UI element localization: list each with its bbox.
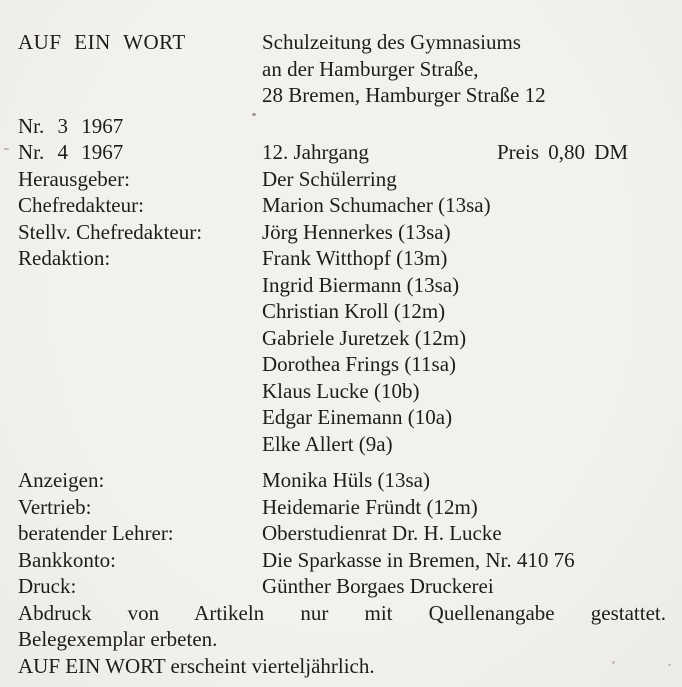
staff-name: Heidemarie Fründt (12m) xyxy=(262,494,478,519)
staff-row xyxy=(18,192,668,219)
staff-row xyxy=(18,467,668,494)
staff-name: Marion Schumacher (13sa) xyxy=(262,193,491,217)
scan-speck xyxy=(4,148,9,150)
volume-label: 12. Jahrgang xyxy=(262,140,369,164)
publication-line: an der Hamburger Straße, xyxy=(262,56,479,81)
redaktion-member: Ingrid Biermann (13sa) xyxy=(262,272,460,297)
publication-info xyxy=(262,29,668,109)
staff-role: Bankkonto: xyxy=(18,547,116,572)
specimen-copy-notice: Belegexemplar erbeten. xyxy=(18,627,218,651)
staff-name: Oberstudienrat Dr. H. Lucke xyxy=(262,521,502,545)
staff-name: Der Schülerring xyxy=(262,166,397,191)
staff-row xyxy=(18,166,668,193)
redaktion-member: Christian Kroll (12m) xyxy=(262,299,446,323)
issue-number-3: Nr. 3 1967 xyxy=(18,113,124,138)
redaktion-row xyxy=(18,245,668,457)
price-label: Preis 0,80 DM xyxy=(497,140,629,164)
staff-row xyxy=(18,573,668,600)
staff-row xyxy=(18,520,668,547)
issue-number-4: Nr. 4 1967 xyxy=(18,140,124,164)
scan-speck xyxy=(612,661,615,664)
footer-notes xyxy=(18,600,668,680)
magazine-title: AUF EIN WORT xyxy=(18,30,186,54)
staff-role: Chefredakteur: xyxy=(18,193,144,217)
redaktion-member: Elke Allert (9a) xyxy=(262,431,393,456)
reprint-notice: Abdruck von Artikeln nur mit Quellenangabe gestattet. xyxy=(18,600,666,625)
staff-role: Stellv. Chefredakteur: xyxy=(18,219,203,244)
masthead-row xyxy=(18,29,668,109)
staff-role: Anzeigen: xyxy=(18,468,105,492)
redaktion-member: Edgar Einemann (10a) xyxy=(262,405,453,429)
redaktion-member: Frank Witthopf (13m) xyxy=(262,246,448,270)
staff-role: Redaktion: xyxy=(18,246,111,270)
staff-row xyxy=(18,547,668,574)
staff-name: Günther Borgaes Druckerei xyxy=(262,574,494,598)
redaktion-members xyxy=(262,245,668,457)
publication-line: Schulzeitung des Gymnasiums xyxy=(262,30,521,54)
scan-speck xyxy=(252,113,256,116)
staff-row xyxy=(18,494,668,521)
redaktion-member: Gabriele Juretzek (12m) xyxy=(262,325,467,350)
staff-name: Jörg Hennerkes (13sa) xyxy=(262,219,451,244)
staff-name: Monika Hüls (13sa) xyxy=(262,468,430,492)
staff-role: beratender Lehrer: xyxy=(18,521,174,545)
redaktion-member: Dorothea Frings (11sa) xyxy=(262,352,457,376)
staff-role: Druck: xyxy=(18,574,77,598)
issue-row xyxy=(18,139,668,166)
publication-frequency-notice: AUF EIN WORT erscheint vierteljährlich. xyxy=(18,653,375,678)
issue-row xyxy=(18,113,668,140)
publication-line: 28 Bremen, Hamburger Straße 12 xyxy=(262,83,546,107)
staff-role: Herausgeber: xyxy=(18,166,130,191)
scan-speck xyxy=(668,664,671,666)
staff-role: Vertrieb: xyxy=(18,494,92,519)
staff-row xyxy=(18,219,668,246)
staff-name: Die Sparkasse in Bremen, Nr. 410 76 xyxy=(262,547,575,572)
redaktion-member: Klaus Lucke (10b) xyxy=(262,378,420,403)
